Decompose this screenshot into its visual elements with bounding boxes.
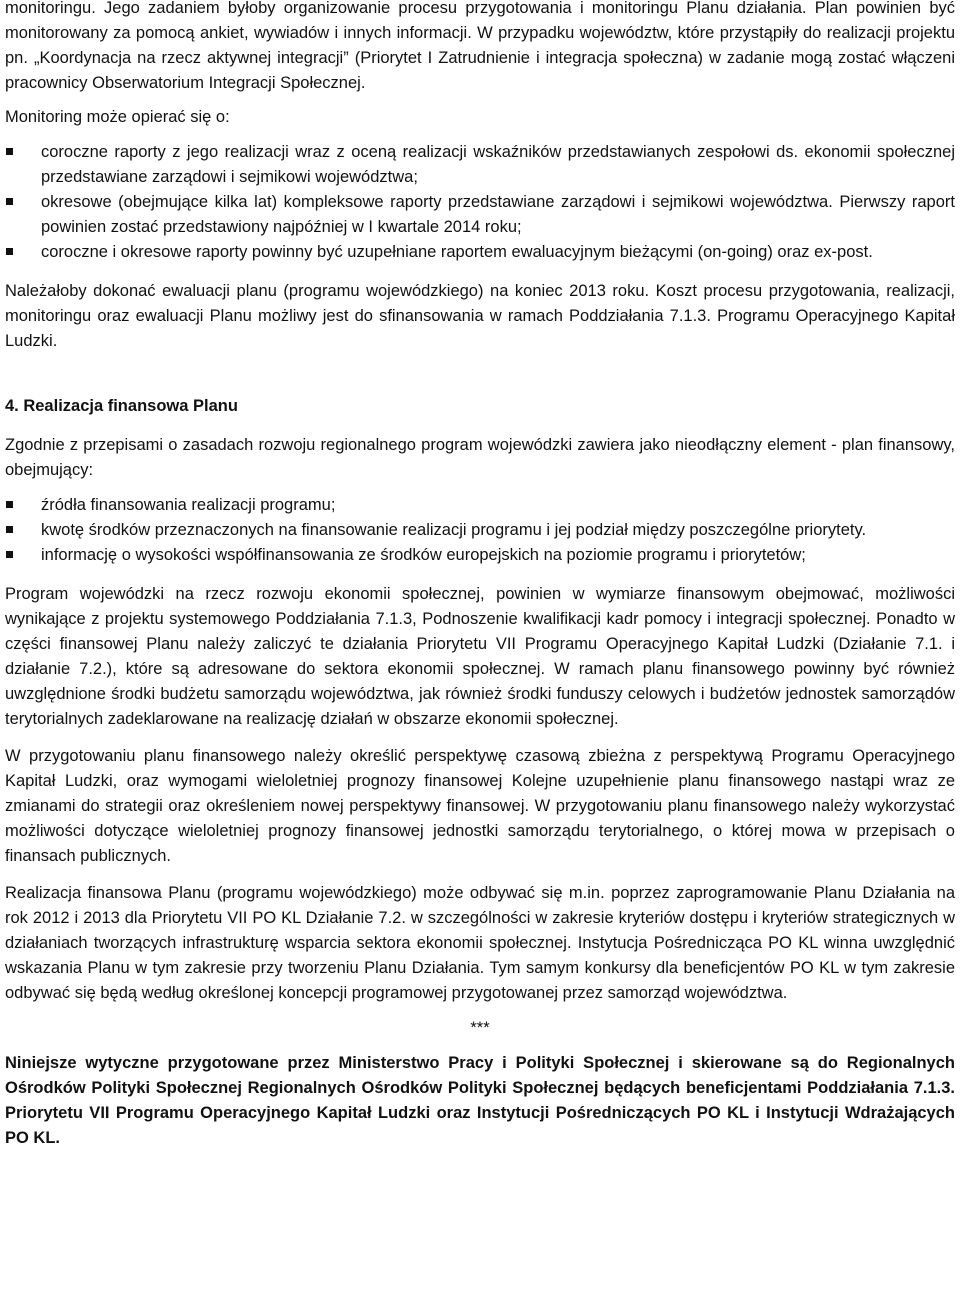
square-bullet-icon: [6, 501, 13, 508]
paragraph-financial-perspective: W przygotowaniu planu finansowego należy określić perspektywę czasową zbieżna z perspektywą Programu Operacyjnego Kapitał Ludzki, oraz wymogami wieloletniej prognozy finansowej Kolejne uzupełnienie planu finansowego nastąpi wraz ze zmianami do strategii oraz określeniem nowej perspektywy finansowej. W przygotowaniu planu finansowego należy wykorzystać możliwości dotyczące wieloletniej prognozy finansowej jednostki samorządu terytorialnego, o której mowa w przepisach o finansach publicznych.: [5, 747, 955, 865]
list-item-text: coroczne raporty z jego realizacji wraz z oceną realizacji wskaźników przedstawianych zespołowi ds. ekonomii społecznej przedstawiane zarządowi i sejmikowi województwa;: [41, 143, 955, 186]
monitoring-list: [5, 140, 955, 265]
square-bullet-icon: [6, 248, 13, 255]
paragraph-finance-intro: Zgodnie z przepisami o zasadach rozwoju regionalnego program wojewódzki zawiera jako nieodłączny element - plan finansowy, obejmujący:: [5, 436, 955, 479]
separator-stars: ***: [470, 1019, 490, 1037]
square-bullet-icon: [6, 551, 13, 558]
finance-list: [5, 493, 955, 568]
list-item: [5, 190, 955, 240]
list-item: [5, 140, 955, 190]
square-bullet-icon: [6, 526, 13, 533]
list-item-text: informację o wysokości współfinansowania ze środków europejskich na poziomie programu i priorytetów;: [41, 546, 806, 564]
list-item: [5, 240, 955, 265]
section-heading: 4. Realizacja finansowa Planu: [5, 397, 238, 415]
closing-statement: Niniejsze wytyczne przygotowane przez Ministerstwo Pracy i Polityki Społecznej i skierowane są do Regionalnych Ośrodków Polityki Społecznej Regionalnych Ośrodków Polityki Społecznej będących beneficjentami Poddziałania 7.1.3. Priorytetu VII Programu Operacyjnego Kapitał Ludzki oraz Instytucji Pośredniczących PO KL i Instytucji Wdrażających PO KL.: [5, 1054, 955, 1147]
paragraph-monitoring-basis: Monitoring może opierać się o:: [5, 108, 230, 126]
list-item-text: coroczne i okresowe raporty powinny być uzupełniane raportem ewaluacyjnym bieżącymi (on-going) oraz ex-post.: [41, 243, 873, 261]
list-item: [5, 543, 955, 568]
list-item-text: okresowe (obejmujące kilka lat) kompleksowe raporty przedstawiane zarządowi i sejmikowi województwa. Pierwszy raport powinien zostać przedstawiony najpóźniej w I kwartale 2014 roku;: [41, 193, 955, 236]
paragraph-program-finance: Program wojewódzki na rzecz rozwoju ekonomii społecznej, powinien w wymiarze finansowym obejmować, możliwości wynikające z projektu systemowego Poddziałania 7.1.3, Podnoszenie kwalifikacji kadr pomocy i integracji społecznej. Ponadto w części finansowej Planu należy zaliczyć te działania Priorytetu VII Programu Operacyjnego Kapitał Ludzki (Działanie 7.1. i działanie 7.2.), które są adresowane do sektora ekonomii społecznej. W ramach planu finansowego powinny być również uwzględnione środki budżetu samorządu województwa, jak również środki funduszy celowych i budżetów jednostek samorządów terytorialnych zadeklarowane na realizację działań w obszarze ekonomii społecznej.: [5, 585, 955, 728]
list-item-text: kwotę środków przeznaczonych na finansowanie realizacji programu i jej podział między poszczególne priorytety.: [41, 521, 867, 539]
paragraph-monitoring-intro: monitoringu. Jego zadaniem byłoby organizowanie procesu przygotowania i monitoringu Planu działania. Plan powinien być monitorowany za pomocą ankiet, wywiadów i innych informacji. W przypadku województw, które przystąpiły do realizacji projektu pn. „Koordynacja na rzecz aktywnej integracji” (Priorytet I Zatrudnienie i integracja społeczna) w zadanie mogą zostać włączeni pracownicy Obserwatorium Integracji Społecznej.: [5, 0, 955, 92]
square-bullet-icon: [6, 148, 13, 155]
paragraph-evaluation: Należałoby dokonać ewaluacji planu (programu wojewódzkiego) na koniec 2013 roku. Koszt procesu przygotowania, realizacji, monitoringu oraz ewaluacji Planu możliwy jest do sfinansowania w ramach Poddziałania 7.1.3. Programu Operacyjnego Kapitał Ludzki.: [5, 282, 955, 350]
list-item-text: źródła finansowania realizacji programu;: [41, 496, 336, 514]
list-item: [5, 493, 955, 518]
paragraph-financial-realization: Realizacja finansowa Planu (programu wojewódzkiego) może odbywać się m.in. poprzez zaprogramowanie Planu Działania na rok 2012 i 2013 dla Priorytetu VII PO KL Działanie 7.2. w szczególności w zakresie kryteriów dostępu i kryteriów strategicznych w działaniach tworzących infrastrukturę wsparcia sektora ekonomii społecznej. Instytucja Pośrednicząca PO KL winna uwzględnić wskazania Planu w tym zakresie przy tworzeniu Planu Działania. Tym samym konkursy dla beneficjentów PO KL w tym zakresie odbywać się będą według określonej koncepcji programowej przygotowanej przez samorząd województwa.: [5, 884, 955, 1002]
square-bullet-icon: [6, 198, 13, 205]
list-item: [5, 518, 955, 543]
